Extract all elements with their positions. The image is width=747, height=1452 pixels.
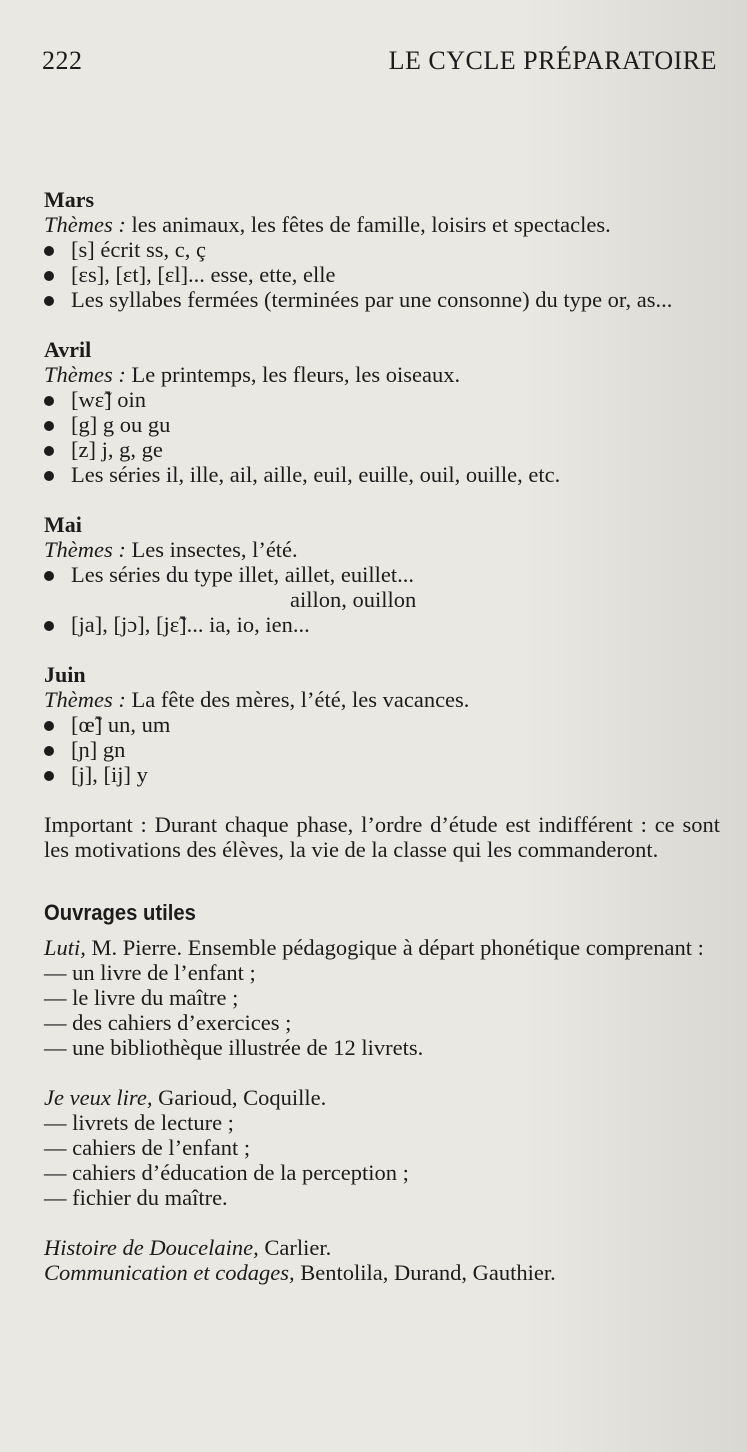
- reference-title: Je veux lire,: [44, 1085, 153, 1110]
- list-item: [44, 462, 720, 487]
- list-item-text: [ɛs], [ɛt], [ɛl]... esse, ette, elle: [71, 262, 336, 287]
- list-item-text: [s] écrit ss, c, ç: [71, 237, 206, 262]
- bullet-icon: [44, 396, 54, 406]
- list-item-text: Les séries du type illet, aillet, euillet...: [71, 562, 415, 587]
- reference-entry: [44, 935, 720, 1060]
- reference-entry: [44, 1235, 720, 1285]
- reference-entry: [44, 1085, 720, 1210]
- themes-text: Les insectes, l’été.: [125, 537, 298, 562]
- reference-heading: [44, 1235, 720, 1260]
- themes-line: [44, 212, 720, 237]
- list-item: [44, 237, 720, 262]
- list-item-text: [œ̃] un, um: [71, 712, 171, 737]
- bullet-icon: [44, 246, 54, 256]
- list-item: [44, 437, 720, 462]
- themes-label: Thèmes :: [44, 687, 126, 712]
- list-item-text: [ja], [jɔ], [jɛ̃]... ia, io, ien...: [71, 612, 310, 637]
- list-item-text: [g] g ou gu: [71, 412, 171, 437]
- list-item-text: [j], [ij] y: [71, 762, 148, 787]
- bullet-icon: [44, 771, 54, 781]
- list-item-text: Les séries il, ille, ail, aille, euil, euille, ouil, ouille, etc.: [71, 462, 561, 487]
- reference-heading: [44, 1260, 720, 1285]
- list-item-text: [wɛ̃] oin: [71, 387, 147, 412]
- reference-line: — cahiers de l’enfant ;: [44, 1135, 251, 1160]
- list-item: [44, 712, 720, 737]
- bullet-icon: [44, 571, 54, 581]
- section-heading-ouvrages: Ouvrages utiles: [44, 900, 196, 925]
- page-content: [44, 187, 720, 1285]
- themes-line: [44, 362, 720, 387]
- reference-title: Luti,: [44, 935, 86, 960]
- reference-title: Communication et codages,: [44, 1260, 295, 1285]
- reference-title: Histoire de Doucelaine,: [44, 1235, 259, 1260]
- list-item: [44, 762, 720, 787]
- section-avril: [44, 337, 720, 487]
- list-item: [44, 562, 720, 587]
- list-item: [44, 612, 720, 637]
- list-item-continuation: aillon, ouillon: [290, 587, 417, 612]
- themes-text: La fête des mères, l’été, les vacances.: [125, 687, 470, 712]
- reference-line: — un livre de l’enfant ;: [44, 960, 256, 985]
- reference-line: — cahiers d’éducation de la perception ;: [44, 1160, 409, 1185]
- reference-details: Garioud, Coquille.: [152, 1085, 327, 1110]
- page-header: [42, 46, 717, 76]
- themes-label: Thèmes :: [44, 362, 126, 387]
- month-heading: Mars: [44, 187, 95, 212]
- important-note: Important : Durant chaque phase, l’ordre d’étude est indifférent : ce sont les motivations des élèves, la vie de la classe qui les commanderont.: [44, 812, 720, 862]
- reference-line: — des cahiers d’exercices ;: [44, 1010, 292, 1035]
- bullet-icon: [44, 446, 54, 456]
- bullet-icon: [44, 421, 54, 431]
- bullet-icon: [44, 271, 54, 281]
- month-heading: Mai: [44, 512, 82, 537]
- themes-label: Thèmes :: [44, 212, 126, 237]
- month-heading: Avril: [44, 337, 92, 362]
- reference-line: — le livre du maître ;: [44, 985, 239, 1010]
- section-juin: [44, 662, 720, 787]
- list-item: [44, 262, 720, 287]
- list-item-text: Les syllabes fermées (terminées par une consonne) du type or, as...: [71, 287, 673, 312]
- bullet-icon: [44, 721, 54, 731]
- list-item-text: [ɲ] gn: [71, 737, 126, 762]
- themes-line: [44, 537, 720, 562]
- reference-line: — fichier du maître.: [44, 1185, 228, 1210]
- section-mai: [44, 512, 720, 637]
- list-item: [44, 412, 720, 437]
- bullet-icon: [44, 746, 54, 756]
- reference-heading: [44, 935, 720, 960]
- themes-label: Thèmes :: [44, 537, 126, 562]
- reference-line: — une bibliothèque illustrée de 12 livrets.: [44, 1035, 424, 1060]
- reference-details: M. Pierre. Ensemble pédagogique à départ phonétique comprenant :: [85, 935, 704, 960]
- themes-text: Le printemps, les fleurs, les oiseaux.: [125, 362, 461, 387]
- page-number: 222: [42, 46, 83, 75]
- themes-text: les animaux, les fêtes de famille, loisirs et spectacles.: [125, 212, 611, 237]
- reference-details: Carlier.: [258, 1235, 332, 1260]
- reference-line: — livrets de lecture ;: [44, 1110, 234, 1135]
- running-title: LE CYCLE PRÉPARATOIRE: [388, 46, 717, 75]
- bullet-icon: [44, 621, 54, 631]
- list-item-text: [z] j, g, ge: [71, 437, 163, 462]
- month-heading: Juin: [44, 662, 86, 687]
- bullet-icon: [44, 296, 54, 306]
- reference-heading: [44, 1085, 720, 1110]
- themes-line: [44, 687, 720, 712]
- reference-details: Bentolila, Durand, Gauthier.: [294, 1260, 556, 1285]
- section-mars: [44, 187, 720, 312]
- list-item: [44, 387, 720, 412]
- list-item: [44, 287, 720, 312]
- list-item: [44, 737, 720, 762]
- bullet-icon: [44, 471, 54, 481]
